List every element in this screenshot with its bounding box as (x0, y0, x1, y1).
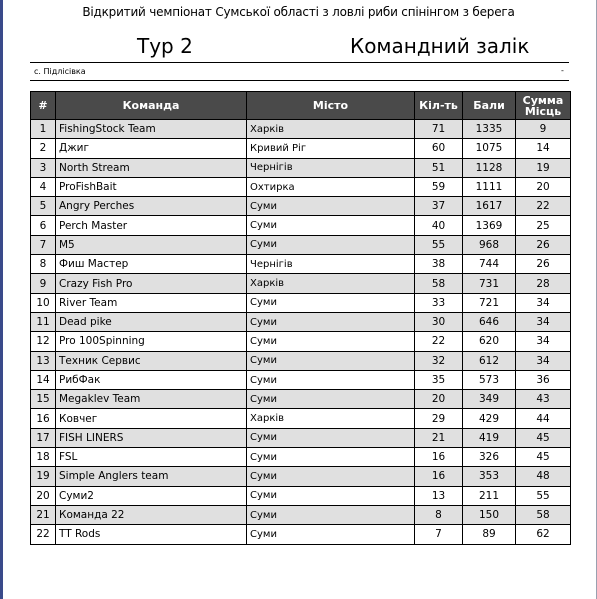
city-cell: Суми (247, 505, 415, 524)
header-divider-bottom (30, 80, 569, 81)
points-cell: 1111 (463, 177, 516, 196)
place-sum-cell: 34 (516, 351, 571, 370)
city-cell: Суми (247, 235, 415, 254)
points-cell: 429 (463, 409, 516, 428)
place-sum-cell: 34 (516, 332, 571, 351)
count-cell: 33 (415, 293, 463, 312)
rank-cell: 8 (31, 255, 56, 274)
city-cell: Суми (247, 197, 415, 216)
count-cell: 58 (415, 274, 463, 293)
team-cell: M5 (56, 235, 247, 254)
table-row (31, 525, 571, 544)
points-cell: 1335 (463, 120, 516, 139)
table-body (31, 120, 571, 545)
table-header-row (31, 92, 571, 120)
team-cell: Команда 22 (56, 505, 247, 524)
table-row (31, 235, 571, 254)
count-cell: 29 (415, 409, 463, 428)
rank-cell: 14 (31, 370, 56, 389)
table-row (31, 312, 571, 331)
team-cell: Perch Master (56, 216, 247, 235)
count-cell: 7 (415, 525, 463, 544)
table-row (31, 351, 571, 370)
team-cell: FSL (56, 448, 247, 467)
points-cell: 1075 (463, 139, 516, 158)
table-row (31, 332, 571, 351)
city-cell: Охтирка (247, 177, 415, 196)
team-cell: River Team (56, 293, 247, 312)
count-cell: 38 (415, 255, 463, 274)
count-cell: 20 (415, 390, 463, 409)
count-cell: 30 (415, 312, 463, 331)
points-cell: 744 (463, 255, 516, 274)
count-cell: 8 (415, 505, 463, 524)
location-label: с. Підлісівка (34, 67, 86, 76)
points-cell: 211 (463, 486, 516, 505)
rank-cell: 2 (31, 139, 56, 158)
table-row (31, 448, 571, 467)
count-cell: 40 (415, 216, 463, 235)
column-header-city: Місто (247, 92, 415, 120)
city-cell: Суми (247, 428, 415, 447)
window-left-edge (0, 0, 3, 599)
rank-cell: 4 (31, 177, 56, 196)
place-sum-cell: 36 (516, 370, 571, 389)
points-cell: 646 (463, 312, 516, 331)
team-cell: Pro 100Spinning (56, 332, 247, 351)
city-cell: Чернігів (247, 255, 415, 274)
rank-cell: 22 (31, 525, 56, 544)
rank-cell: 20 (31, 486, 56, 505)
rank-cell: 1 (31, 120, 56, 139)
city-cell: Суми (247, 293, 415, 312)
table-row (31, 293, 571, 312)
table-row (31, 467, 571, 486)
header-divider-top (30, 62, 569, 63)
points-cell: 150 (463, 505, 516, 524)
count-cell: 60 (415, 139, 463, 158)
rank-cell: 7 (31, 235, 56, 254)
rank-cell: 3 (31, 158, 56, 177)
place-sum-cell: 43 (516, 390, 571, 409)
place-sum-cell: 26 (516, 255, 571, 274)
points-cell: 731 (463, 274, 516, 293)
team-cell: Техник Сервис (56, 351, 247, 370)
points-cell: 968 (463, 235, 516, 254)
table-row (31, 216, 571, 235)
team-cell: FISH LINERS (56, 428, 247, 447)
count-cell: 32 (415, 351, 463, 370)
city-cell: Суми (247, 525, 415, 544)
city-cell: Суми (247, 486, 415, 505)
rank-cell: 19 (31, 467, 56, 486)
table-row (31, 428, 571, 447)
city-cell: Суми (247, 390, 415, 409)
team-cell: РибФак (56, 370, 247, 389)
place-sum-cell: 14 (516, 139, 571, 158)
city-cell: Харків (247, 274, 415, 293)
count-cell: 51 (415, 158, 463, 177)
place-sum-cell: 55 (516, 486, 571, 505)
rank-cell: 13 (31, 351, 56, 370)
table-row (31, 486, 571, 505)
team-cell: Джиг (56, 139, 247, 158)
place-sum-cell: 48 (516, 467, 571, 486)
place-sum-cell: 45 (516, 448, 571, 467)
team-cell: Simple Anglers team (56, 467, 247, 486)
city-cell: Суми (247, 312, 415, 331)
points-cell: 1617 (463, 197, 516, 216)
points-cell: 353 (463, 467, 516, 486)
team-cell: FishingStock Team (56, 120, 247, 139)
city-cell: Суми (247, 332, 415, 351)
rank-cell: 11 (31, 312, 56, 331)
count-cell: 22 (415, 332, 463, 351)
count-cell: 16 (415, 467, 463, 486)
city-cell: Суми (247, 351, 415, 370)
points-cell: 612 (463, 351, 516, 370)
tour-label: Тур 2 (137, 34, 193, 58)
table-row (31, 139, 571, 158)
table-row (31, 409, 571, 428)
count-cell: 71 (415, 120, 463, 139)
place-sum-cell: 9 (516, 120, 571, 139)
rank-cell: 12 (31, 332, 56, 351)
city-cell: Суми (247, 370, 415, 389)
count-cell: 21 (415, 428, 463, 447)
place-sum-cell: 62 (516, 525, 571, 544)
points-cell: 326 (463, 448, 516, 467)
place-sum-cell: 20 (516, 177, 571, 196)
points-cell: 419 (463, 428, 516, 447)
location-right-label: - (561, 66, 564, 75)
count-cell: 13 (415, 486, 463, 505)
city-cell: Суми (247, 216, 415, 235)
points-cell: 349 (463, 390, 516, 409)
count-cell: 55 (415, 235, 463, 254)
count-cell: 37 (415, 197, 463, 216)
city-cell: Суми (247, 467, 415, 486)
points-cell: 620 (463, 332, 516, 351)
points-cell: 573 (463, 370, 516, 389)
city-cell: Кривий Ріг (247, 139, 415, 158)
rank-cell: 9 (31, 274, 56, 293)
place-sum-cell: 22 (516, 197, 571, 216)
column-header-place-sum: Сумма Місць (516, 92, 571, 120)
rank-cell: 5 (31, 197, 56, 216)
place-sum-cell: 28 (516, 274, 571, 293)
place-sum-cell: 19 (516, 158, 571, 177)
place-sum-cell: 58 (516, 505, 571, 524)
column-header-rank: # (31, 92, 56, 120)
document-title: Відкритий чемпіонат Сумської області з ловлі риби спінінгом з берега (82, 5, 515, 19)
count-cell: 16 (415, 448, 463, 467)
team-cell: Angry Perches (56, 197, 247, 216)
team-cell: North Stream (56, 158, 247, 177)
column-header-team: Команда (56, 92, 247, 120)
rank-cell: 16 (31, 409, 56, 428)
table-row (31, 158, 571, 177)
team-cell: Ковчег (56, 409, 247, 428)
rank-cell: 15 (31, 390, 56, 409)
rank-cell: 21 (31, 505, 56, 524)
place-sum-cell: 34 (516, 293, 571, 312)
table-row (31, 255, 571, 274)
count-cell: 59 (415, 177, 463, 196)
points-cell: 1128 (463, 158, 516, 177)
team-cell: Dead pike (56, 312, 247, 331)
table-row (31, 177, 571, 196)
table-row (31, 120, 571, 139)
rank-cell: 10 (31, 293, 56, 312)
place-sum-cell: 25 (516, 216, 571, 235)
city-cell: Харків (247, 409, 415, 428)
table-row (31, 197, 571, 216)
team-cell: Суми2 (56, 486, 247, 505)
place-sum-cell: 45 (516, 428, 571, 447)
points-cell: 1369 (463, 216, 516, 235)
results-table (30, 91, 571, 545)
count-cell: 35 (415, 370, 463, 389)
rank-cell: 18 (31, 448, 56, 467)
team-cell: Megaklev Team (56, 390, 247, 409)
rank-cell: 6 (31, 216, 56, 235)
table-row (31, 505, 571, 524)
table-row (31, 390, 571, 409)
team-cell: Фиш Мастер (56, 255, 247, 274)
rank-cell: 17 (31, 428, 56, 447)
table-row (31, 370, 571, 389)
city-cell: Харків (247, 120, 415, 139)
place-sum-cell: 44 (516, 409, 571, 428)
team-cell: Crazy Fish Pro (56, 274, 247, 293)
team-cell: ProFishBait (56, 177, 247, 196)
city-cell: Чернігів (247, 158, 415, 177)
team-cell: TT Rods (56, 525, 247, 544)
place-sum-cell: 34 (516, 312, 571, 331)
points-cell: 721 (463, 293, 516, 312)
city-cell: Суми (247, 448, 415, 467)
points-cell: 89 (463, 525, 516, 544)
column-header-points: Бали (463, 92, 516, 120)
standings-title: Командний залік (350, 34, 530, 58)
place-sum-cell: 26 (516, 235, 571, 254)
table-row (31, 274, 571, 293)
column-header-count: Кіл-ть (415, 92, 463, 120)
